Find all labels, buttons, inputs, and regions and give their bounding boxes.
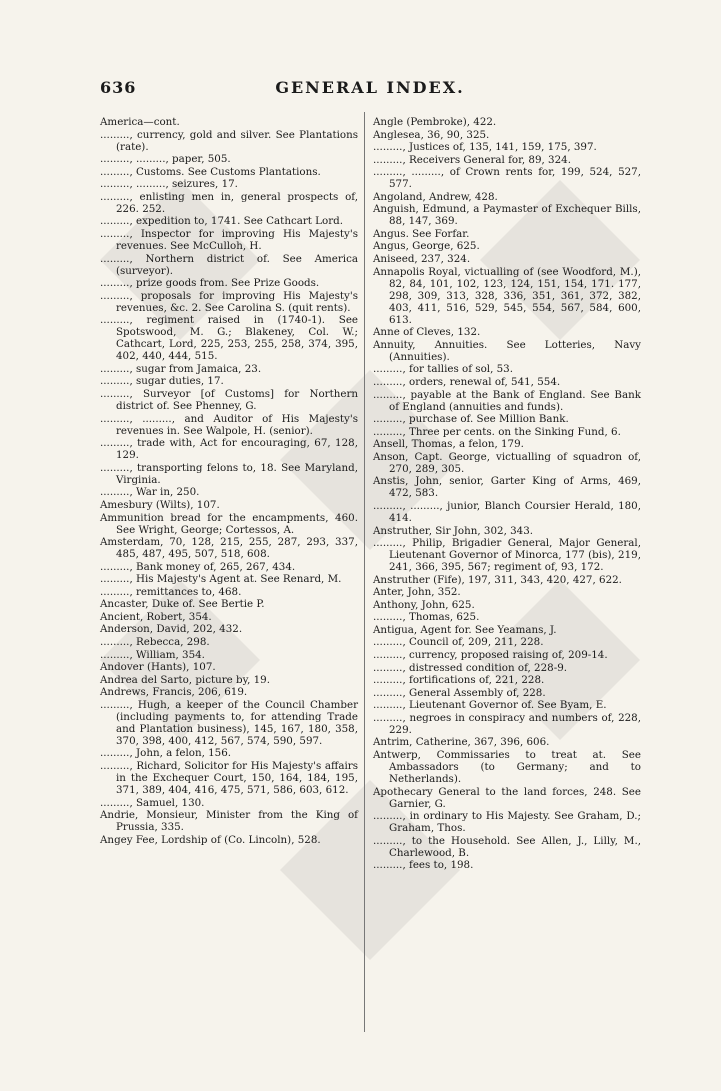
index-entry: Antwerp, Commissaries to treat at. See Ambassadors (to Germany; and to Netherlands). <box>373 748 641 785</box>
index-entry: ........., orders, renewal of, 541, 554. <box>373 375 561 388</box>
index-entry: ........., currency, gold and silver. See Plantations (rate). <box>100 128 358 153</box>
page-header <box>100 78 640 100</box>
index-entry: ........., Council of, 209, 211, 228. <box>373 636 544 649</box>
page-title: GENERAL INDEX. <box>275 78 465 97</box>
index-entry: ........., ........., seizures, 17. <box>100 178 238 191</box>
index-entry: Angey Fee, Lordship of (Co. Lincoln), 528. <box>100 833 321 846</box>
index-entry: Angus. See Forfar. <box>373 227 470 240</box>
index-entry: ........., transporting felons to, 18. See Maryland, Virginia. <box>100 461 358 486</box>
index-entry: ........., expedition to, 1741. See Cathcart Lord. <box>100 215 344 228</box>
index-entry: Ammunition bread for the encampments, 460. See Wright, George; Cortessos, A. <box>100 511 358 536</box>
index-entry: Angle (Pembroke), 422. <box>373 116 497 128</box>
index-entry: ........., War in, 250. <box>100 486 200 499</box>
index-entry: ........., remittances to, 468. <box>100 585 242 598</box>
index-entry: ........., in ordinary to His Majesty. See Graham, D.; Graham, Thos. <box>373 810 641 835</box>
index-entry: ........., purchase of. See Million Bank. <box>373 413 569 426</box>
index-entry: Amsterdam, 70, 128, 215, 255, 287, 293, 337, 485, 487, 495, 507, 518, 608. <box>100 536 358 561</box>
index-entry: ........., Richard, Solicitor for His Majesty's affairs in the Exchequer Court, 150, 164, 184, 195, 371, 389, 404, 416, 475, 571, 586, 603, 612. <box>100 759 358 797</box>
index-entry: ........., Lieutenant Governor of. See Byam, E. <box>373 699 607 712</box>
index-entry: ........., John, a felon, 156. <box>100 747 232 760</box>
page-number: 636 <box>100 78 137 97</box>
index-entry: Annapolis Royal, victualling of (see Woodford, M.), 82, 84, 101, 102, 123, 124, 151, 154, 171. 177, 298, 309, 313, 328, 336, 351, 361, 372, 382, 403, 411, 516, 529, 545, 554, 567, 584, 600, 613. <box>373 265 641 326</box>
index-entry: Angoland, Andrew, 428. <box>373 190 498 203</box>
index-entry: ........., payable at the Bank of England. See Bank of England (annuities and funds). <box>373 388 641 413</box>
index-entry: Andrea del Sarto, picture by, 19. <box>100 673 271 686</box>
index-entry: ........., Samuel, 130. <box>100 796 205 809</box>
index-entry: ........., Northern district of. See America (surveyor). <box>100 252 358 277</box>
index-entry: Ansell, Thomas, a felon, 179. <box>373 438 524 451</box>
index-entry: America—cont. <box>100 116 180 128</box>
index-entry: ........., negroes in conspiracy and numbers of, 228, 229. <box>373 711 641 736</box>
index-entry: Anne of Cleves, 132. <box>373 326 481 339</box>
index-entry: Antrim, Catherine, 367, 396, 606. <box>373 736 550 749</box>
index-entry: ........., ........., and Auditor of His Majesty's revenues in. See Walpole, H. (senior). <box>100 412 358 437</box>
index-column-left <box>100 116 358 846</box>
index-entry: Andrews, Francis, 206, 619. <box>100 686 248 699</box>
index-entry: Anter, John, 352. <box>373 586 461 599</box>
index-entry: ........., prize goods from. See Prize Goods. <box>100 277 320 290</box>
index-entry: ........., fees to, 198. <box>373 859 474 872</box>
index-entry: Anglesea, 36, 90, 325. <box>373 128 490 141</box>
index-entry: ........., proposals for improving His Majesty's revenues, &c. 2. See Carolina S. (quit rents). <box>100 289 358 314</box>
index-entry: Anguish, Edmund, a Paymaster of Exchequer Bills, 88, 147, 369. <box>373 203 641 228</box>
index-entry: Anderson, David, 202, 432. <box>100 623 243 636</box>
index-entry: ........., General Assembly of, 228. <box>373 686 546 699</box>
column-divider <box>364 112 365 1032</box>
index-entry: ........., Receivers General for, 89, 324. <box>373 153 571 166</box>
index-entry: Annuity, Annuities. See Lotteries, Navy (Annuities). <box>373 338 641 363</box>
index-entry: ........., Rebecca, 298. <box>100 635 210 648</box>
index-entry: ........., Surveyor [of Customs] for Northern district of. See Phenney, G. <box>100 388 358 413</box>
index-entry: ........., Inspector for improving His Majesty's revenues. See McCulloh, H. <box>100 227 358 252</box>
index-entry: Andrie, Monsieur, Minister from the King of Prussia, 335. <box>100 809 358 834</box>
index-entry: ........., His Majesty's Agent at. See Renard, M. <box>100 573 342 586</box>
index-entry: ........., currency, proposed raising of, 209-14. <box>373 649 608 662</box>
index-entry: ........., ........., of Crown rents for, 199, 524, 527, 577. <box>373 166 641 191</box>
index-entry: Anstruther, Sir John, 302, 343. <box>373 524 534 537</box>
index-column-right <box>373 116 641 871</box>
index-entry: Antigua, Agent for. See Yeamans, J. <box>373 623 557 636</box>
index-entry: ........., regiment raised in (1740-1). See Spotswood, M. G.; Blakeney, Col. W.; Cathcart, Lord, 225, 253, 255, 258, 374, 395, 402, 440, 444, 515. <box>100 314 358 363</box>
index-entry: ........., enlisting men in, general prospects of, 226. 252. <box>100 190 358 215</box>
index-entry: ........., ........., junior, Blanch Coursier Herald, 180, 414. <box>373 499 641 524</box>
index-entry: ........., Three per cents. on the Sinking Fund, 6. <box>373 425 621 438</box>
index-entry: ........., for tallies of sol, 53. <box>373 363 513 376</box>
index-entry: ........., sugar from Jamaica, 23. <box>100 362 262 375</box>
index-entry: ........., Customs. See Customs Plantations. <box>100 165 321 178</box>
index-entry: Anstis, John, senior, Garter King of Arms, 469, 472, 583. <box>373 475 641 500</box>
index-entry: ........., distressed condition of, 228-9. <box>373 661 568 674</box>
index-entry: Amesbury (Wilts), 107. <box>100 498 220 511</box>
index-entry: Anthony, John, 625. <box>373 598 475 611</box>
index-entry: ........., trade with, Act for encouraging, 67, 128, 129. <box>100 437 358 462</box>
index-entry: Ancaster, Duke of. See Bertie P. <box>100 598 265 611</box>
index-entry: ........., fortifications of, 221, 228. <box>373 674 545 687</box>
index-entry: ........., Philip, Brigadier General, Major General, Lieutenant Governor of Minorca, 177 (bis), 219, 241, 366, 395, 567; regiment of, 93, 172. <box>373 537 641 574</box>
index-entry: Apothecary General to the land forces, 248. See Garnier, G. <box>373 785 641 810</box>
index-entry: ........., William, 354. <box>100 648 205 661</box>
index-entry: Aniseed, 237, 324. <box>373 253 471 266</box>
index-entry: Andover (Hants), 107. <box>100 661 216 674</box>
index-entry: ........., sugar duties, 17. <box>100 375 224 388</box>
index-entry: Anstruther (Fife), 197, 311, 343, 420, 427, 622. <box>373 573 622 586</box>
index-entry: Anson, Capt. George, victualling of squadron of, 270, 289, 305. <box>373 450 641 475</box>
index-entry: Ancient, Robert, 354. <box>100 610 212 623</box>
index-entry: ........., Bank money of, 265, 267, 434. <box>100 560 296 573</box>
index-entry: ........., Hugh, a keeper of the Council Chamber (including payments to, for attending Trade and Plantation business), 145, 167, 180, 358, 370, 398, 400, 412, 567, 574, 590, 597. <box>100 698 358 747</box>
index-entry: ........., to the Household. See Allen, J., Lilly, M., Charlewood, B. <box>373 834 641 859</box>
index-entry: Angus, George, 625. <box>373 240 480 253</box>
index-entry: ........., Thomas, 625. <box>373 611 480 624</box>
index-entry: ........., Justices of, 135, 141, 159, 175, 397. <box>373 141 597 154</box>
index-entry: ........., ........., paper, 505. <box>100 153 231 166</box>
